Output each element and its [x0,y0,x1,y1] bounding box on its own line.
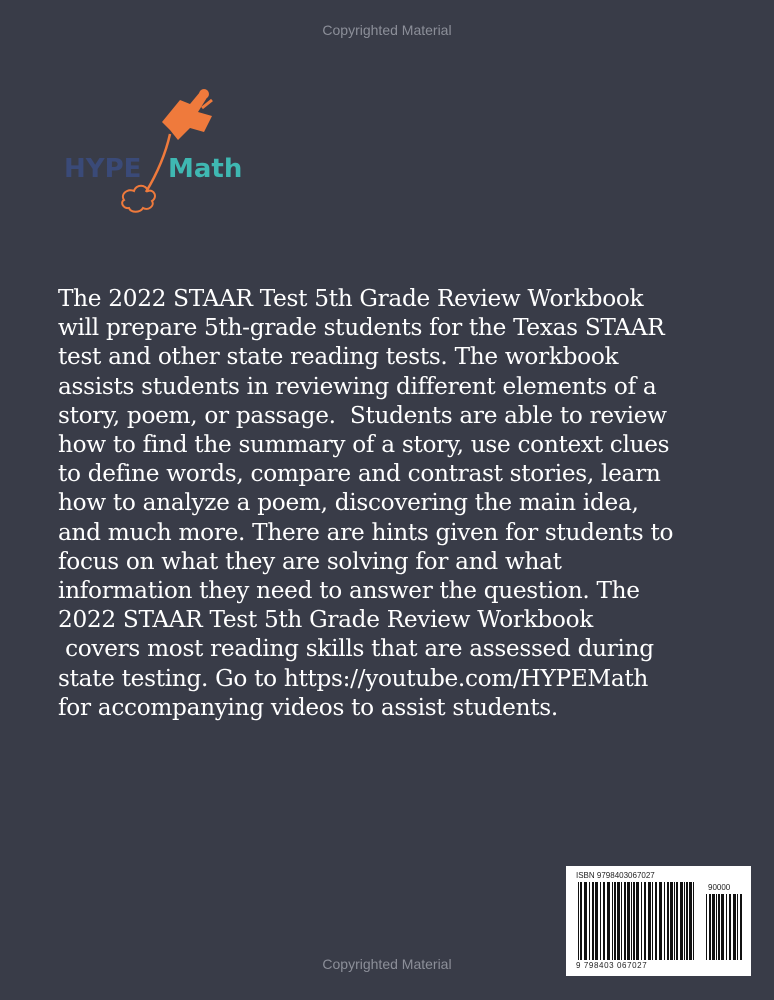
barcode-bar [648,882,651,960]
barcode-bar [589,882,590,960]
barcode-bar [693,882,694,960]
description-line: test and other state reading tests. The workbook [58,343,619,371]
barcode-bar [644,882,646,960]
barcode-bar [686,882,688,960]
barcode-bar [641,882,642,960]
barcode-bar [676,882,678,960]
description-line: to define words, compare and contrast stories, learn [58,460,661,488]
barcode-bar [729,894,731,960]
barcode-bar [631,882,632,960]
description-line: focus on what they are solving for and what [58,547,562,575]
book-description [58,284,748,722]
description-line: story, poem, or passage. Students are able to review [58,401,667,429]
description-line: how to find the summary of a story, use context clues [58,431,670,459]
description-line: covers most reading skills that are assessed during [58,635,654,663]
barcode-bar [709,894,711,960]
barcode-bar [621,882,622,960]
barcode-bar [652,882,653,960]
barcode-bar [712,894,715,960]
barcode-bar [624,882,626,960]
description-line: state testing. Go to https://youtube.com/HYPEMath [58,664,648,692]
barcode-bar [612,882,613,960]
barcode-bar [689,882,692,960]
description-line: The 2022 STAAR Test 5th Grade Review Workbook [58,285,644,312]
barcode-bar [636,882,639,960]
barcode-digits: 9 798403 067027 [576,961,648,970]
barcode-bar [633,882,635,960]
price-code: 90000 [708,883,731,892]
superhero-rocket-icon [62,82,262,222]
barcode-bar [721,894,724,960]
barcode-bar [627,882,630,960]
barcode-bar [716,894,717,960]
barcode-bar [578,882,579,960]
barcode-bar [740,894,742,960]
barcode-bar [584,882,587,960]
description-line: 2022 STAAR Test 5th Grade Review Workbook [58,606,594,634]
barcode-bar [674,882,675,960]
barcode-bar [659,882,662,960]
barcode-bar [718,894,720,960]
description-line: for accompanying videos to assist students. [58,693,558,721]
description-line: and much more. There are hints given for students to [58,518,674,546]
barcode-bar [595,882,598,960]
barcode-bar [614,882,616,960]
watermark-bottom: Copyrighted Material [322,956,452,972]
barcode-bar [667,882,669,960]
description-line: information they need to answer the question. The [58,577,640,605]
barcode-bar [580,882,582,960]
isbn-label: ISBN 9798403067027 [576,871,655,880]
barcode-bar [680,882,683,960]
hypemath-logo [62,82,262,222]
barcode-bar [664,882,665,960]
barcode-bar [737,894,738,960]
description-line: will prepare 5th-grade students for the Texas STAAR [58,314,665,342]
barcode-bar [607,882,610,960]
barcode-bar [706,894,707,960]
description-line: how to analyze a poem, discovering the main idea, [58,489,639,517]
barcode-bar [617,882,620,960]
watermark-top: Copyrighted Material [322,22,452,38]
barcode-bar [600,882,601,960]
barcode-bar [655,882,657,960]
barcode-bar [592,882,594,960]
barcode-bar [603,882,605,960]
logo-brand-math: Math [168,154,243,184]
logo-brand-hype: HYPE [64,154,142,184]
barcode-bar [670,882,673,960]
barcode-bar [684,882,685,960]
description-line: assists students in reviewing different elements of a [58,372,657,400]
barcode-bar [733,894,736,960]
barcode-bar [726,894,727,960]
